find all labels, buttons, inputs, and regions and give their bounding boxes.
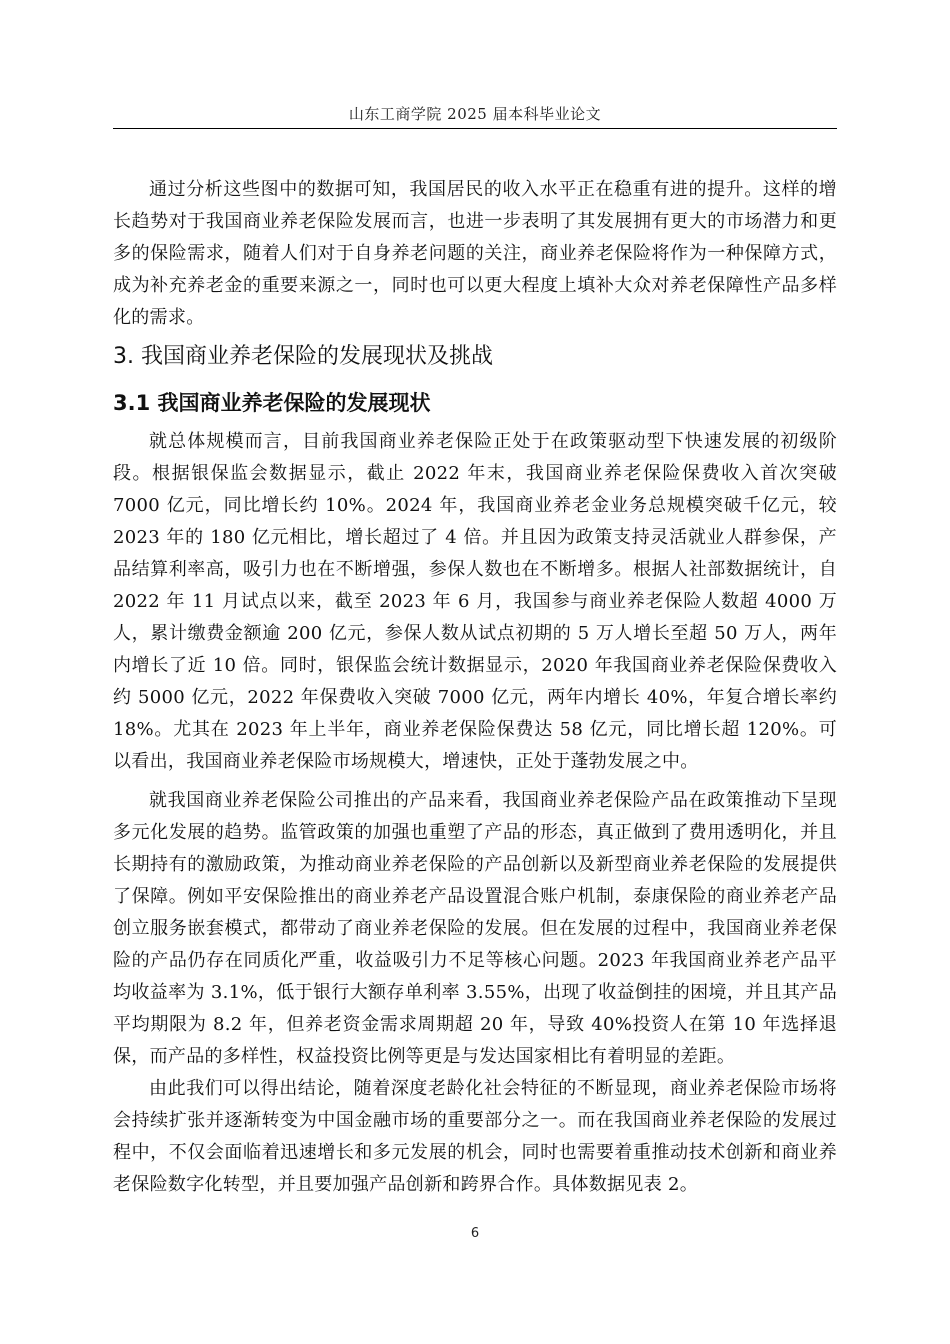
subsection-heading: 3.1 我国商业养老保险的发展现状 <box>113 391 431 415</box>
header-rule <box>113 128 837 129</box>
paragraph: 由此我们可以得出结论，随着深度老龄化社会特征的不断显现，商业养老保险市场将会持续扩张并逐渐转变为中国金融市场的重要部分之一。而在我国商业养老保险的发展过程中，不仅会面临着迅速增长和多元发展的机会，同时也需要着重推动技术创新和商业养老保险数字化转型，并且要加强产品创新和跨界合作。具体数据见表 2。 <box>113 1078 837 1195</box>
page-number: 6 <box>470 1226 480 1241</box>
paragraph: 就总体规模而言，目前我国商业养老保险正处于在政策驱动型下快速发展的初级阶段。根据银保监会数据显示，截止 2022 年末，我国商业养老保险保费收入首次突破 7000 亿元，同比增长约 10%。2024 年，我国商业养老金业务总规模突破千亿元，较 2023 年的 180 亿元相比，增长超过了 4 倍。并且因为政策支持灵活就业人群参保，产品结算利率高，吸引力也在不断增强，参保人数也在不断增多。根据人社部数据统计，自 2022 年 11 月试点以来，截至 2023 年 6 月，我国参与商业养老保险人数超 4000 万人，累计缴费金额逾 200 亿元，参保人数从试点初期的 5 万人增长至超 50 万人，两年内增长了近 10 倍。同时，银保监会统计数据显示，2020 年我国商业养老保险保费收入约 5000 亿元，2022 年保费收入突破 7000 亿元，两年内增长 40%，年复合增长率约 18%。尤其在 2023 年上半年，商业养老保险保费达 58 亿元，同比增长超 120%。可以看出，我国商业养老保险市场规模大，增速快，正处于蓬勃发展之中。 <box>113 431 837 772</box>
paragraph: 通过分析这些图中的数据可知，我国居民的收入水平正在稳重有进的提升。这样的增长趋势对于我国商业养老保险发展而言，也进一步表明了其发展拥有更大的市场潜力和更多的保险需求，随着人们对于自身养老问题的关注，商业养老保险将作为一种保障方式，成为补充养老金的重要来源之一，同时也可以更大程度上填补大众对养老保障性产品多样化的需求。 <box>113 179 837 328</box>
section-heading: 3. 我国商业养老保险的发展现状及挑战 <box>113 344 493 369</box>
paragraph: 就我国商业养老保险公司推出的产品来看，我国商业养老保险产品在政策推动下呈现多元化发展的趋势。监管政策的加强也重塑了产品的形态，真正做到了费用透明化，并且长期持有的激励政策，为推动商业养老保险的产品创新以及新型商业养老保险的发展提供了保障。例如平安保险推出的商业养老产品设置混合账户机制，泰康保险的商业养老产品创立服务嵌套模式，都带动了商业养老保险的发展。但在发展的过程中，我国商业养老保险的产品仍存在同质化严重，收益吸引力不足等核心问题。2023 年我国商业养老产品平均收益率为 3.1%，低于银行大额存单利率 3.55%，出现了收益倒挂的困境，并且其产品平均期限为 8.2 年，但养老资金需求周期超 20 年，导致 40%投资人在第 10 年选择退保，而产品的多样性，权益投资比例等更是与发达国家相比有着明显的差距。 <box>113 790 837 1067</box>
running-header: 山东工商学院 2025 届本科毕业论文 <box>348 105 602 123</box>
